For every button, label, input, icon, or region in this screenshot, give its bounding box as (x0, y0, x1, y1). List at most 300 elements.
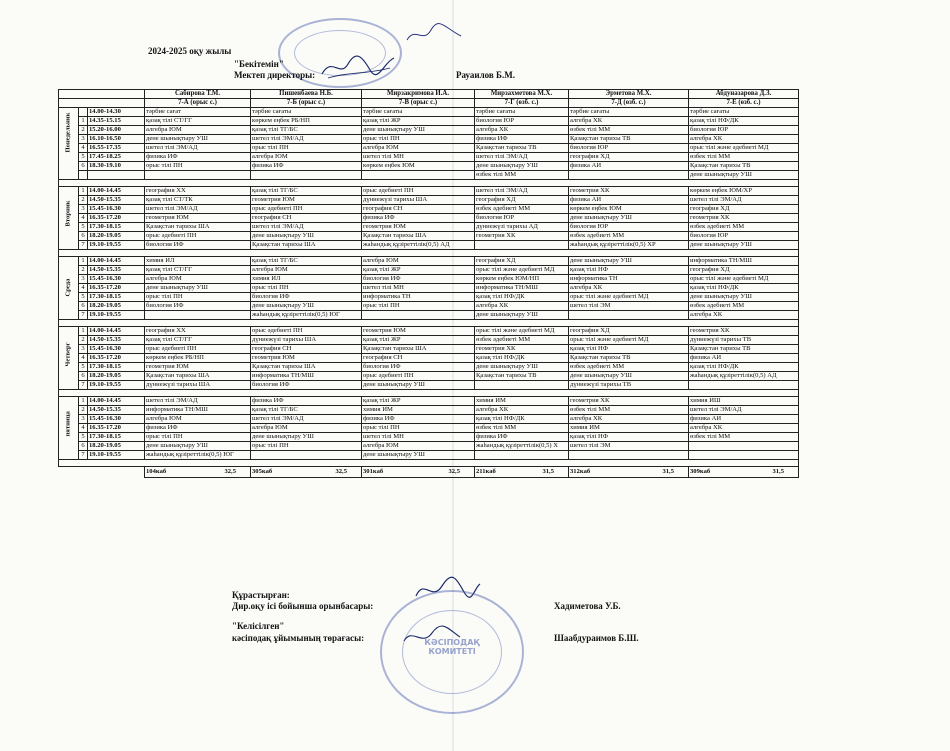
lesson-cell: география ХХ (145, 187, 251, 196)
lesson-cell: тәрбие сағаты (689, 108, 799, 117)
lesson-cell: қазақ тілі ЖР (362, 397, 475, 406)
lesson-cell: геометрия ХК (475, 345, 569, 354)
lesson-cell: физика ИФ (251, 162, 362, 171)
lesson-cell: шетел тілі ЭМ/АД (475, 153, 569, 162)
lesson-cell: жаһандық құзіреттілік(0,5) АД (362, 241, 475, 250)
lesson-cell: орыс әдебиеті ПН (251, 205, 362, 214)
lesson-number: 6 (79, 442, 88, 451)
lesson-cell: орыс тілі ПН (362, 424, 475, 433)
lesson-cell: өзбек әдебиеті ММ (475, 205, 569, 214)
lesson-cell: қазақ тілі СТ/ГГ (145, 336, 251, 345)
class-header-row (59, 99, 799, 108)
lesson-cell: орыс тілі ПН (251, 284, 362, 293)
lesson-cell: физика АИ (569, 162, 689, 171)
separator-cell (59, 180, 799, 187)
lesson-time: 15.45-16.30 (88, 205, 145, 214)
lesson-cell: дене шынықтыру УШ (145, 442, 251, 451)
lesson-cell: өзбек тілі ММ (569, 126, 689, 135)
lesson-time: 15.45-16.30 (88, 345, 145, 354)
lesson-cell: өзбек әдебиеті ММ (475, 336, 569, 345)
lesson-cell: қазақ тілі НФ (569, 433, 689, 442)
cabinet-number: 309каб (690, 468, 711, 475)
lesson-cell (569, 171, 689, 180)
lesson-cell: алгебра ЮМ (362, 257, 475, 266)
lesson-cell: химия ИЛ (251, 275, 362, 284)
day-separator (59, 390, 799, 397)
lesson-cell: химия ИЛ (145, 257, 251, 266)
lesson-cell: тәрбие сағаты (251, 108, 362, 117)
lesson-row (59, 214, 799, 223)
lesson-time: 14.00-14.45 (88, 257, 145, 266)
lesson-cell: география ХД (569, 327, 689, 336)
lesson-cell: алгебра ХК (475, 406, 569, 415)
lesson-time: 14.00-14.45 (88, 187, 145, 196)
lesson-row (59, 336, 799, 345)
director-signature (318, 52, 398, 82)
lesson-row (59, 345, 799, 354)
lesson-cell: орыс тілі және әдебиеті МД (689, 275, 799, 284)
lesson-cell: қазақ тілі ТГ/БС (251, 257, 362, 266)
lesson-number: 6 (79, 302, 88, 311)
lesson-time: 18.20-19.05 (88, 302, 145, 311)
class-name: 7-Б (орыс с.) (251, 99, 362, 108)
lesson-cell: география ХХ (145, 327, 251, 336)
lesson-cell: шетел тілі МН (362, 433, 475, 442)
lesson-row (59, 162, 799, 171)
lesson-cell: қазақ тілі ЖР (362, 117, 475, 126)
lesson-number: 2 (79, 406, 88, 415)
lesson-cell: биология ЮР (569, 223, 689, 232)
cabinet-total (475, 467, 569, 478)
lesson-cell: дүниежүзі тарихы ША (362, 196, 475, 205)
lesson-cell: шетел тілі ЭМ/АД (251, 223, 362, 232)
lesson-cell: геометрия ЮМ (251, 196, 362, 205)
lesson-time: 16.35-17.20 (88, 284, 145, 293)
lesson-cell: биология ЮР (689, 232, 799, 241)
lesson-cell: алгебра ХК (569, 415, 689, 424)
lesson-cell: география ХД (475, 196, 569, 205)
lesson-cell: Қазақстан тарихы ША (362, 345, 475, 354)
lesson-cell: информатика ТН/МШ (689, 257, 799, 266)
lesson-cell: жаһандық құзіреттілік(0,5) Х (475, 442, 569, 451)
lesson-cell: орыс тілі және әдебиеті МД (569, 293, 689, 302)
lesson-cell: шетел тілі МН (362, 153, 475, 162)
lesson-cell: қазақ тілі НФ/ДК (475, 293, 569, 302)
lesson-cell (475, 241, 569, 250)
lesson-cell: жаһандық құзіреттілік(0,5) АД (689, 372, 799, 381)
lesson-cell: биология ИФ (251, 293, 362, 302)
cabinet-number: 312каб (570, 468, 591, 475)
union-stamp (380, 590, 524, 714)
lesson-number: 5 (79, 433, 88, 442)
lesson-cell: биология ЮР (569, 144, 689, 153)
lesson-row (59, 451, 799, 460)
day-separator (59, 460, 799, 467)
teacher-name: Сабирова Т.М. (145, 90, 251, 99)
header-spacer (59, 90, 145, 99)
lesson-cell: жаһандық құзіреттілік(0,5) ЮГ (251, 311, 362, 320)
lesson-cell: информатика ТН/МШ (251, 372, 362, 381)
lesson-row (59, 275, 799, 284)
cabinet-number: 211каб (476, 468, 496, 475)
lesson-number: 4 (79, 424, 88, 433)
lesson-cell (689, 381, 799, 390)
lesson-cell: дене шынықтыру УШ (362, 126, 475, 135)
cabinet-number: 104каб (146, 468, 167, 475)
lesson-cell: өзбек тілі ММ (475, 424, 569, 433)
union-chair-signature (402, 625, 462, 649)
lesson-cell: дене шынықтыру УШ (251, 302, 362, 311)
lesson-cell: шетел тілі ЭМ/АД (689, 196, 799, 205)
lesson-cell: дене шынықтыру УШ (145, 284, 251, 293)
lesson-cell: тәрбие сағат (145, 108, 251, 117)
separator-cell (59, 390, 799, 397)
lesson-time: 19.10-19.55 (88, 311, 145, 320)
lesson-cell: биология ИФ (145, 302, 251, 311)
lesson-cell: орыс тілі және әдебиеті МД (475, 327, 569, 336)
lesson-cell: шетел тілі ЭМ (569, 442, 689, 451)
lesson-cell: дүниежүзі тарихы ША (145, 381, 251, 390)
lesson-row (59, 196, 799, 205)
lesson-cell: көркем еңбек ЮМ/НП (475, 275, 569, 284)
lesson-cell: тәрбие сағаты (475, 108, 569, 117)
lesson-cell: өзбек тілі ММ (569, 406, 689, 415)
lesson-cell: көркем еңбек РБ/НП (145, 354, 251, 363)
lesson-row (59, 205, 799, 214)
cabinet-hours: 32,5 (448, 468, 460, 475)
lesson-time: 19.10-19.55 (88, 381, 145, 390)
lesson-number: 4 (79, 354, 88, 363)
lesson-row (59, 171, 799, 180)
lesson-time: 14.00-14.45 (88, 397, 145, 406)
prepared-label: Құрастырған: (232, 590, 290, 600)
lesson-cell: биология ИФ (362, 363, 475, 372)
lesson-row (59, 363, 799, 372)
lesson-cell: биология ЮР (475, 214, 569, 223)
director-name: Рауаилов Б.М. (456, 70, 515, 80)
lesson-cell: орыс тілі және әдебиеті МД (689, 144, 799, 153)
lesson-cell: орыс тілі ПН (145, 433, 251, 442)
lesson-cell: алгебра ЮМ (251, 153, 362, 162)
lesson-cell: география ХД (475, 257, 569, 266)
lesson-number: 6 (79, 232, 88, 241)
lesson-time: 16.55-17.35 (88, 144, 145, 153)
lesson-cell: орыс тілі ПН (362, 302, 475, 311)
lesson-cell: өзбек әдебиеті ММ (689, 223, 799, 232)
lesson-cell: орыс тілі ПН (145, 293, 251, 302)
lesson-cell: алгебра ЮМ (145, 275, 251, 284)
lesson-cell: қазақ тілі ТГ/БС (251, 187, 362, 196)
lesson-cell: тәрбие сағаты (362, 108, 475, 117)
lesson-cell: география ХД (689, 205, 799, 214)
lesson-row (59, 327, 799, 336)
lesson-number (79, 171, 88, 180)
lesson-row (59, 293, 799, 302)
lesson-row (59, 241, 799, 250)
day-separator (59, 180, 799, 187)
lesson-cell: дене шынықтыру УШ (569, 257, 689, 266)
lesson-cell: қазақ тілі НФ/ДК (475, 415, 569, 424)
lesson-cell (362, 311, 475, 320)
lesson-cell: информатика ТН (569, 275, 689, 284)
lesson-cell: шетел тілі ЭМ/АД (689, 406, 799, 415)
lesson-number: 7 (79, 451, 88, 460)
lesson-cell: өзбек тілі ММ (689, 433, 799, 442)
lesson-cell: Қазақстан тарихы ША (362, 232, 475, 241)
lesson-cell: орыс әдебиеті ПН (145, 345, 251, 354)
lesson-cell: химия ИМ (362, 406, 475, 415)
lesson-cell: информатика ТН/МШ (145, 406, 251, 415)
lesson-cell: Қазақстан тарихы ТВ (689, 345, 799, 354)
lesson-row (59, 223, 799, 232)
lesson-cell: алгебра ХК (475, 302, 569, 311)
lesson-cell: дене шынықтыру УШ (475, 363, 569, 372)
lesson-row (59, 311, 799, 320)
lesson-cell: қазақ тілі СТ/ГГ (145, 117, 251, 126)
lesson-cell: биология ИФ (362, 275, 475, 284)
union-chair-name: Шаабдураимов Б.Ш. (554, 633, 639, 643)
lesson-row (59, 433, 799, 442)
lesson-cell: қазақ тілі НФ/ДК (689, 284, 799, 293)
separator-cell (59, 320, 799, 327)
lesson-row (59, 381, 799, 390)
lesson-cell: дене шынықтыру УШ (251, 433, 362, 442)
class-name: 7-Д (өзб. с.) (569, 99, 689, 108)
agreed-label: "Келісілген" (232, 621, 285, 631)
lesson-cell: геометрия ЮМ (145, 214, 251, 223)
lesson-cell: өзбек тілі ММ (689, 153, 799, 162)
lesson-number: 6 (79, 372, 88, 381)
lesson-cell: дүниежүзі тарихы ША (251, 336, 362, 345)
lesson-cell: физика ИФ (145, 153, 251, 162)
lesson-cell: дене шынықтыру УШ (475, 162, 569, 171)
lesson-cell: дүниежүзі тарихы ТВ (689, 336, 799, 345)
lesson-cell (251, 171, 362, 180)
teacher-name: Пишенбаева Н.Б. (251, 90, 362, 99)
lesson-cell: физика ИФ (475, 135, 569, 144)
lesson-cell: физика ИФ (362, 214, 475, 223)
lesson-cell: Қазақстан тарихы ТВ (689, 162, 799, 171)
lesson-cell (689, 442, 799, 451)
lesson-cell: дене шынықтыру УШ (689, 171, 799, 180)
teacher-name: Мирзахметова М.Х. (475, 90, 569, 99)
teacher-name: Эрметова М.Х. (569, 90, 689, 99)
lesson-number: 5 (79, 293, 88, 302)
class-name: 7-В (орыс с.) (362, 99, 475, 108)
lesson-cell: жаһандық құзіреттілік(0,5) ХР (569, 241, 689, 250)
lesson-cell: қазақ тілі ЖР (362, 336, 475, 345)
lesson-time: 19.10-19.55 (88, 241, 145, 250)
day-label (59, 108, 79, 180)
lesson-row (59, 117, 799, 126)
lesson-cell: орыс әдебиеті ПН (145, 232, 251, 241)
lesson-row (59, 284, 799, 293)
day-label (59, 187, 79, 250)
separator-cell (59, 250, 799, 257)
cabinet-total (689, 467, 799, 478)
lesson-cell: физика ИФ (475, 433, 569, 442)
lesson-time: 14.50-15.35 (88, 266, 145, 275)
lesson-cell: Қазақстан тарихы ША (251, 363, 362, 372)
lesson-cell (475, 451, 569, 460)
cabinet-total (362, 467, 475, 478)
lesson-cell: алгебра ХК (475, 126, 569, 135)
teacher-name: Мирзакримова И.А. (362, 90, 475, 99)
lesson-number: 1 (79, 327, 88, 336)
lesson-cell: орыс тілі және әдебиеті МД (569, 336, 689, 345)
lesson-cell: алгебра ХК (689, 311, 799, 320)
lesson-cell: дүниежүзі тарихы ТВ (569, 381, 689, 390)
header-spacer (59, 99, 145, 108)
cabinet-hours: 32,5 (224, 468, 236, 475)
cabinet-total (145, 467, 251, 478)
day-name: Вторник (64, 200, 72, 227)
lesson-cell: шетел тілі ЭМ/АД (145, 205, 251, 214)
lesson-number: 7 (79, 311, 88, 320)
lesson-time: 17.30-18.15 (88, 223, 145, 232)
lesson-cell: физика АИ (569, 196, 689, 205)
lesson-number: 2 (79, 126, 88, 135)
lesson-time: 14.50-15.35 (88, 336, 145, 345)
lesson-number (79, 108, 88, 117)
lesson-row (59, 424, 799, 433)
lesson-cell: алгебра ХК (689, 135, 799, 144)
lesson-cell: география СН (251, 345, 362, 354)
lesson-time: 15.20-16.00 (88, 126, 145, 135)
lesson-time: 18.20-19.05 (88, 232, 145, 241)
lesson-cell: Қазақстан тарихы ТВ (569, 135, 689, 144)
lesson-cell (569, 311, 689, 320)
lesson-number: 6 (79, 162, 88, 171)
lesson-row (59, 144, 799, 153)
lesson-cell: орыс әдебиеті ПН (251, 327, 362, 336)
lesson-cell: өзбек әдебиеті ММ (569, 363, 689, 372)
cabinet-number: 305каб (252, 468, 273, 475)
lesson-cell (689, 451, 799, 460)
teacher-name: Абдуназарова Д.З. (689, 90, 799, 99)
cabinet-totals-row (59, 467, 799, 478)
lesson-cell: шетел тілі ЭМ/АД (145, 144, 251, 153)
lesson-cell: қазақ тілі СТ/ТК (145, 196, 251, 205)
class-name: 7-А (орыс с.) (145, 99, 251, 108)
separator-cell (59, 460, 799, 467)
lesson-time: 19.10-19.55 (88, 451, 145, 460)
lesson-cell: шетел тілі ЭМ/АД (251, 135, 362, 144)
lesson-number: 3 (79, 135, 88, 144)
lesson-cell: Қазақстан тарихы ША (251, 241, 362, 250)
cabinet-total (569, 467, 689, 478)
approved-label: "Бекітемін" (234, 59, 284, 69)
lesson-row (59, 354, 799, 363)
lesson-time: 15.45-16.30 (88, 415, 145, 424)
lesson-cell: дене шынықтыру УШ (475, 311, 569, 320)
lesson-cell: биология ИФ (145, 241, 251, 250)
lesson-cell: шетел тілі ЭМ (569, 302, 689, 311)
lesson-cell: геометрия ХК (689, 214, 799, 223)
lesson-cell: Қазақстан тарихы ТВ (569, 354, 689, 363)
lesson-cell: шетел тілі ЭМ/АД (251, 415, 362, 424)
lesson-time: 17.30-18.15 (88, 433, 145, 442)
lesson-number: 7 (79, 381, 88, 390)
lesson-row (59, 135, 799, 144)
lesson-cell: дене шынықтыру УШ (569, 214, 689, 223)
lesson-cell: Қазақстан тарихы ТВ (475, 144, 569, 153)
school-year: 2024-2025 оқу жылы (148, 46, 232, 56)
lesson-cell: геометрия ХК (475, 232, 569, 241)
lesson-number: 4 (79, 144, 88, 153)
cabinet-total (251, 467, 362, 478)
lesson-cell: алгебра ЮМ (145, 126, 251, 135)
lesson-cell: геометрия ЮМ (362, 327, 475, 336)
teacher-header-row (59, 90, 799, 99)
day-name: Четверг (64, 342, 72, 367)
lesson-cell: көркем еңбек ЮМ (569, 205, 689, 214)
lesson-cell: география СН (362, 354, 475, 363)
director-label: Мектеп директоры: (234, 70, 316, 80)
lesson-number: 3 (79, 415, 88, 424)
lesson-time: 17.30-18.15 (88, 293, 145, 302)
lesson-cell: Қазақстан тарихы ША (145, 372, 251, 381)
lesson-cell: информатика ТН/МШ (475, 284, 569, 293)
cabinet-number: 301каб (363, 468, 384, 475)
lesson-row (59, 372, 799, 381)
lesson-number: 3 (79, 205, 88, 214)
lesson-cell: Қазақстан тарихы ША (145, 223, 251, 232)
lesson-cell: химия ИШ (689, 397, 799, 406)
lesson-cell: өзбек тілі ММ (475, 171, 569, 180)
lesson-cell: өзбек әдебиеті ММ (689, 302, 799, 311)
lesson-number: 3 (79, 345, 88, 354)
lesson-cell: алгебра ЮМ (145, 415, 251, 424)
lesson-row (59, 266, 799, 275)
lesson-cell: геометрия ХК (569, 397, 689, 406)
lesson-cell: геометрия ХК (689, 327, 799, 336)
lesson-row (59, 126, 799, 135)
lesson-cell: химия ИМ (569, 424, 689, 433)
lesson-cell: алгебра ЮМ (362, 442, 475, 451)
lesson-cell: география СН (251, 214, 362, 223)
lesson-cell: көркем еңбек ЮМ/ХР (689, 187, 799, 196)
day-name: пятница (64, 411, 72, 437)
lesson-cell: өзбек әдебиеті ММ (569, 232, 689, 241)
lesson-row (59, 232, 799, 241)
lesson-cell: көркем еңбек РБ/НП (251, 117, 362, 126)
lesson-cell (145, 171, 251, 180)
lesson-cell: геометрия ЮМ (145, 363, 251, 372)
day-label (59, 397, 79, 460)
cabinet-hours: 32,5 (335, 468, 347, 475)
lesson-cell: дене шынықтыру УШ (251, 232, 362, 241)
lesson-cell: шетел тілі МН (362, 284, 475, 293)
lesson-cell: дене шынықтыру УШ (362, 381, 475, 390)
lesson-cell: орыс тілі және әдебиеті МД (475, 266, 569, 275)
lesson-time: 14.35-15.15 (88, 117, 145, 126)
lesson-cell: тәрбие сағаты (569, 108, 689, 117)
lesson-cell: география ХД (569, 153, 689, 162)
lesson-cell: орыс тілі ПН (251, 144, 362, 153)
lesson-cell: география ХД (689, 266, 799, 275)
lesson-number: 5 (79, 153, 88, 162)
lesson-time: 16.35-17.20 (88, 424, 145, 433)
day-separator (59, 250, 799, 257)
day-label (59, 327, 79, 390)
lesson-row (59, 442, 799, 451)
lesson-cell: информатика ТН (362, 293, 475, 302)
class-name: 7-Г (өзб. с.) (475, 99, 569, 108)
lesson-cell: биология ИФ (251, 381, 362, 390)
lesson-cell: дене шынықтыру УШ (689, 293, 799, 302)
day-label (59, 257, 79, 320)
